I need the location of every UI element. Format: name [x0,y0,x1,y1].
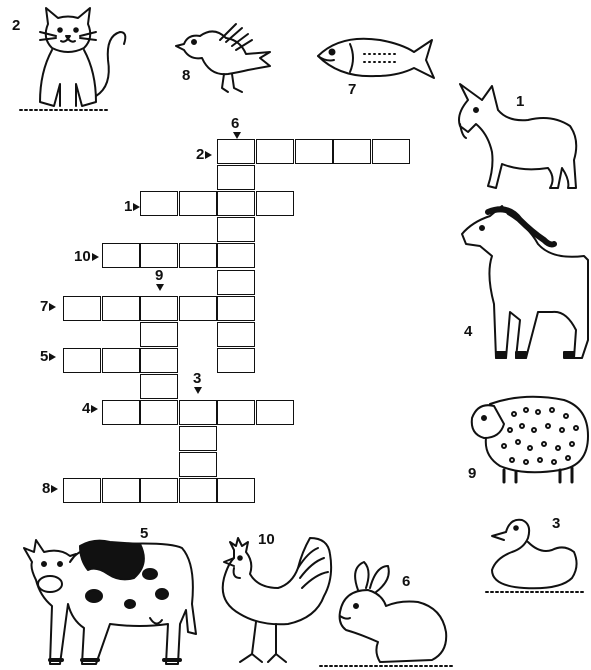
crossword-cell[interactable] [140,400,178,425]
crossword-cell[interactable] [179,426,217,451]
crossword-cell[interactable] [217,243,255,268]
across-clue-10-marker: 10 [74,249,99,264]
picture-number-6: 6 [402,573,411,590]
crossword-cell[interactable] [102,243,140,268]
crossword-cell[interactable] [140,478,178,503]
picture-number-10: 10 [258,531,275,548]
across-clue-4-marker: 4 [82,401,98,416]
across-clue-2-marker: 2 [196,147,212,162]
down-clue-6-number: 6 [231,115,240,132]
crossword-cell[interactable] [217,191,255,216]
down-arrow-icon [194,387,202,394]
crossword-cell[interactable] [63,478,101,503]
crossword-cell[interactable] [217,270,255,295]
picture-number-7: 7 [348,81,357,98]
picture-number-9: 9 [468,465,477,482]
cow-icon [10,524,210,670]
crossword-cell[interactable] [179,478,217,503]
crossword-cell[interactable] [102,478,140,503]
crossword-cell[interactable] [63,296,101,321]
bird-icon [170,22,280,102]
picture-number-1: 1 [516,93,525,110]
picture-number-4: 4 [464,323,473,340]
crossword-cell[interactable] [217,400,255,425]
cat-icon [10,2,130,122]
crossword-cell[interactable] [140,191,178,216]
crossword-cell[interactable] [256,400,294,425]
crossword-cell[interactable] [333,139,371,164]
crossword-cell[interactable] [179,452,217,477]
crossword-cell[interactable] [217,296,255,321]
crossword-cell[interactable] [102,400,140,425]
crossword-cell[interactable] [140,243,178,268]
crossword-cell[interactable] [140,322,178,347]
crossword-cell[interactable] [217,217,255,242]
dog-icon [452,80,591,200]
crossword-cell[interactable] [140,374,178,399]
fish-icon [310,28,440,103]
down-arrow-icon [233,132,241,139]
crossword-cell[interactable] [179,296,217,321]
picture-number-8: 8 [182,67,191,84]
crossword-cell[interactable] [140,296,178,321]
duck-icon [484,508,589,598]
down-clue-3-number: 3 [193,370,202,387]
across-clue-7-marker: 7 [40,299,56,314]
across-clue-8-marker: 8 [42,481,58,496]
crossword-cell[interactable] [256,139,294,164]
crossword-cell[interactable] [179,400,217,425]
picture-number-2: 2 [12,17,21,34]
down-arrow-icon [156,284,164,291]
crossword-cell[interactable] [179,243,217,268]
rabbit-icon [320,560,460,670]
horse-icon [458,200,591,365]
across-clue-1-marker: 1 [124,199,140,214]
crossword-cell[interactable] [295,139,333,164]
crossword-cell[interactable] [102,296,140,321]
picture-number-3: 3 [552,515,561,532]
crossword-cell[interactable] [217,165,255,190]
sheep-icon [464,390,591,490]
crossword-cell[interactable] [217,139,255,164]
crossword-cell[interactable] [63,348,101,373]
crossword-cell[interactable] [140,348,178,373]
picture-number-5: 5 [140,525,149,542]
across-clue-5-marker: 5 [40,349,56,364]
crossword-cell[interactable] [179,191,217,216]
crossword-cell[interactable] [102,348,140,373]
crossword-cell[interactable] [256,191,294,216]
crossword-cell[interactable] [217,322,255,347]
crossword-cell[interactable] [217,478,255,503]
crossword-cell[interactable] [217,348,255,373]
crossword-cell[interactable] [372,139,410,164]
down-clue-9-number: 9 [155,267,164,284]
